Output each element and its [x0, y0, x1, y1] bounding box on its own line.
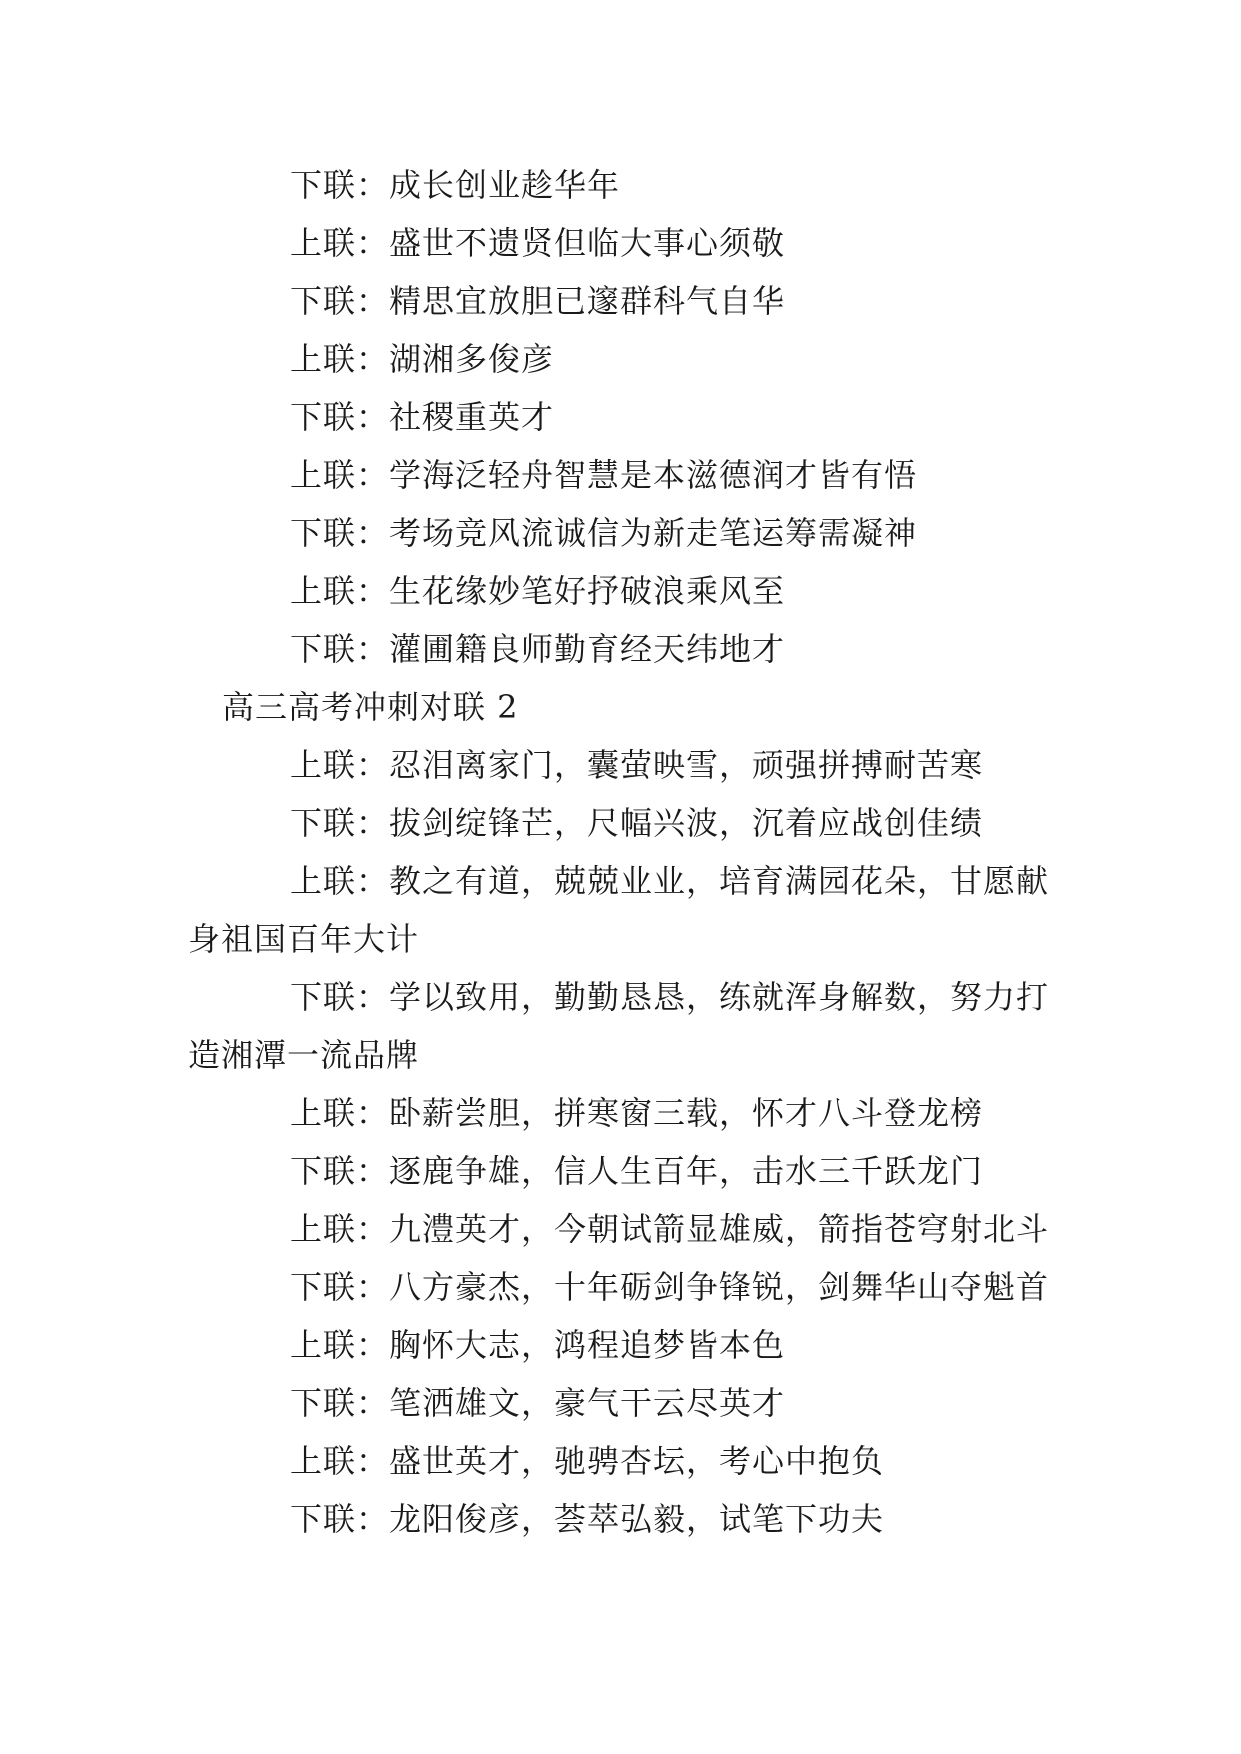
couplet-line: 下联：八方豪杰，十年砺剑争锋锐，剑舞华山夺魁首 [290, 1268, 1050, 1306]
couplet-line: 上联：学海泛轻舟智慧是本滋德润才皆有悟 [290, 456, 918, 494]
couplet-line: 上联：忍泪离家门，囊萤映雪，顽强拼搏耐苦寒 [290, 746, 984, 784]
couplet-line: 上联：教之有道，兢兢业业，培育满园花朵，甘愿献 [290, 862, 1050, 900]
couplet-line: 上联：盛世不遗贤但临大事心须敬 [290, 224, 786, 262]
couplet-line: 上联：生花缘妙笔好抒破浪乘风至 [290, 572, 786, 610]
couplet-line: 下联：逐鹿争雄，信人生百年，击水三千跃龙门 [290, 1152, 984, 1190]
section-heading: 高三高考冲刺对联 2 [222, 688, 519, 726]
couplet-line: 上联：盛世英才，驰骋杏坛，考心中抱负 [290, 1442, 885, 1480]
couplet-line: 下联：成长创业趁华年 [290, 166, 621, 204]
couplet-line: 上联：湖湘多俊彦 [290, 340, 555, 378]
couplet-line: 上联：卧薪尝胆，拼寒窗三载，怀才八斗登龙榜 [290, 1094, 984, 1132]
couplet-line: 下联：学以致用，勤勤恳恳，练就浑身解数，努力打 [290, 978, 1050, 1016]
couplet-line-continuation: 造湘潭一流品牌 [188, 1036, 420, 1074]
couplet-line: 下联：精思宜放胆已邃群科气自华 [290, 282, 786, 320]
couplet-line: 下联：龙阳俊彦，荟萃弘毅，试笔下功夫 [290, 1500, 885, 1538]
couplet-line: 下联：社稷重英才 [290, 398, 555, 436]
couplet-line: 上联：胸怀大志，鸿程追梦皆本色 [290, 1326, 786, 1364]
couplet-line-continuation: 身祖国百年大计 [188, 920, 420, 958]
document-body [0, 156, 1241, 1548]
couplet-line: 下联：拔剑绽锋芒，尺幅兴波，沉着应战创佳绩 [290, 804, 984, 842]
couplet-line: 下联：考场竞风流诚信为新走笔运筹需凝神 [290, 514, 918, 552]
couplet-line: 下联：灌圃籍良师勤育经天纬地才 [290, 630, 786, 668]
couplet-line: 下联：笔洒雄文，豪气干云尽英才 [290, 1384, 786, 1422]
couplet-line: 上联：九澧英才，今朝试箭显雄威，箭指苍穹射北斗 [290, 1210, 1050, 1248]
